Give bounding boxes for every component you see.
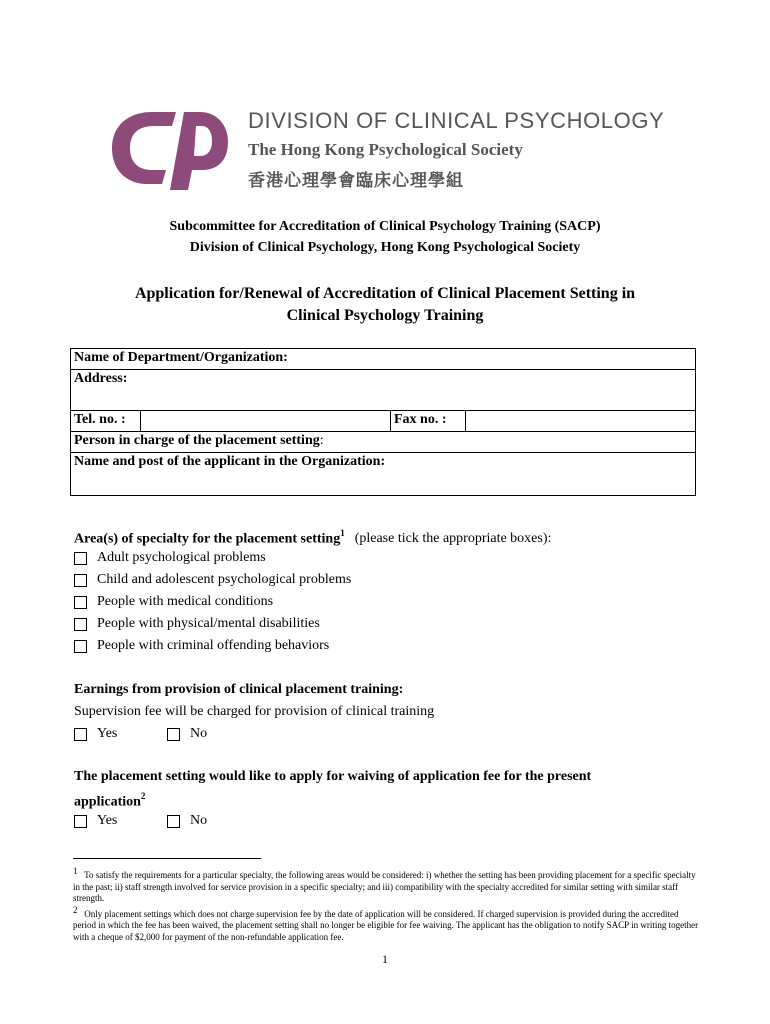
footnote-divider [73,858,261,859]
specialty-option-disabilities[interactable] [74,616,320,632]
checkbox[interactable] [74,552,87,565]
earnings-no-option[interactable] [167,726,207,742]
checkbox[interactable] [74,574,87,587]
footnotes [73,866,703,943]
option-label: People with medical conditions [97,594,274,609]
person-in-charge-label: Person in charge of the placement setting [74,433,320,448]
applicant-field[interactable] [71,453,696,496]
page-number: 1 [382,952,388,966]
earnings-yes-option[interactable] [74,726,117,742]
organization-name-label: Name of Department/Organization: [74,350,288,365]
logo-title: DIVISION OF CLINICAL PSYCHOLOGY [248,108,665,133]
waiver-no-option[interactable] [167,813,207,829]
option-label: People with criminal offending behaviors [97,638,330,653]
specialty-instruction: (please tick the appropriate boxes): [354,531,552,547]
fax-label: Fax no. : [394,412,447,427]
footnote-1-mark: 1 [73,866,78,876]
yes-label: Yes [97,726,118,741]
footnote-1-text: To satisfy the requirements for a particular specialty, the following areas would be considered: i) whether the setting has been providing placement for a specific specialty in the past; ii) staff strength involved for service provision in a specific specialty; and iii) compatibility with the specialty accredited for similar setting with similar staff strength. [73,870,696,903]
option-label: People with physical/mental disabilities [97,616,320,631]
checkbox[interactable] [74,640,87,653]
person-in-charge-colon: : [319,433,324,448]
checkbox[interactable] [74,618,87,631]
tel-label: Tel. no. : [74,412,126,427]
address-field[interactable] [71,370,696,411]
specialty-heading-line [74,528,551,547]
no-label: No [190,726,208,741]
checkbox[interactable] [74,815,87,828]
division-line: Division of Clinical Psychology, Hong Kong Psychological Society [189,240,581,255]
no-label: No [190,813,208,828]
waiver-heading-line-1: The placement setting would like to apply for waiving of application fee for the present [74,769,592,784]
tel-label-cell [71,411,141,432]
address-label: Address: [74,371,128,386]
specialty-heading: Area(s) of specialty for the placement setting [74,531,341,547]
footnote-ref-1: 1 [340,528,345,538]
checkbox[interactable] [167,815,180,828]
checkbox[interactable] [167,728,180,741]
checkbox[interactable] [74,596,87,609]
division-logo-icon [108,108,230,192]
organization-name-field[interactable] [71,349,696,370]
waiver-yes-option[interactable] [74,813,117,829]
organization-form-table [70,348,696,496]
option-label: Child and adolescent psychological problems [97,572,352,587]
page-title-line-1: Application for/Renewal of Accreditation of Clinical Placement Setting in [134,285,636,302]
specialty-option-child[interactable] [74,572,351,588]
footnote-2-text: Only placement settings which does not charge supervision fee by the date of application will be considered. If charged supervision is provided during the accredited period in which the fee has been waived, the placement setting shall no longer be eligible for fee waiving. The applicant has the obligation to notify SACP in writing together with a cheque of $2,000 for payment of the non-refundable application fee. [73,908,699,942]
waiver-heading-line-2: application [74,794,141,810]
logo-subtitle: The Hong Kong Psychological Society [248,140,523,159]
footnote-1 [73,866,703,905]
fax-input-cell[interactable] [466,411,696,432]
subcommittee-line: Subcommittee for Accreditation of Clinical Psychology Training (SACP) [169,219,601,234]
specialty-option-adult[interactable] [74,550,266,566]
checkbox[interactable] [74,728,87,741]
option-label: Adult psychological problems [97,550,266,565]
footnote-2-mark: 2 [73,904,78,915]
specialty-option-criminal[interactable] [74,638,329,654]
waiver-heading-line-2-wrap [74,791,145,810]
earnings-heading: Earnings from provision of clinical placement training: [74,682,404,697]
earnings-text: Supervision fee will be charged for provision of clinical training [74,704,435,719]
applicant-label: Name and post of the applicant in the Organization: [74,454,386,469]
logo-chinese-name: 香港心理學會臨床心理學組 [248,171,464,191]
person-in-charge-field[interactable] [71,432,696,453]
page-title-line-2: Clinical Psychology Training [286,307,484,324]
specialty-option-medical[interactable] [74,594,273,610]
footnote-2 [73,905,703,944]
fax-label-cell [391,411,466,432]
footnote-ref-2: 2 [140,791,146,801]
yes-label: Yes [97,813,118,828]
tel-input-cell[interactable] [141,411,391,432]
